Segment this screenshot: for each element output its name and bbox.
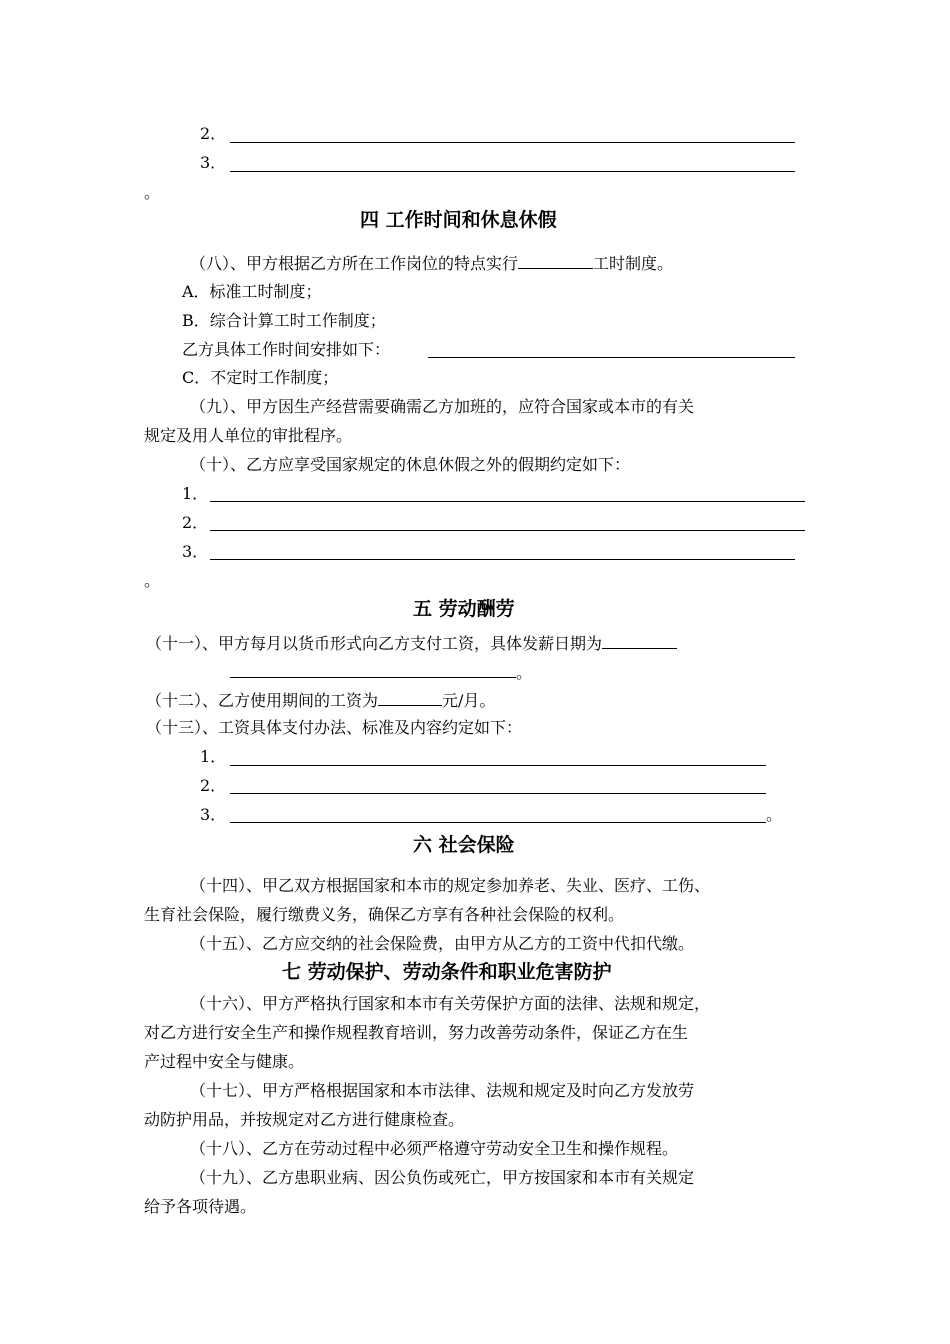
- fill-in-blank[interactable]: [230, 661, 516, 678]
- clause-11-text: （十一）、甲方每月以货币形式向乙方支付工资，具体发薪日期为: [146, 634, 603, 653]
- clause-8: [190, 252, 673, 274]
- clause-16-line-1: （十六）、甲方严格执行国家和本市有关劳保护方面的法律、法规和规定，: [190, 994, 711, 1013]
- list-item-number: 2．: [200, 124, 227, 143]
- clause-11: [146, 632, 677, 654]
- list-item-number: 2．: [182, 513, 209, 532]
- fill-in-blank[interactable]: [230, 171, 795, 172]
- fill-in-blank[interactable]: [230, 142, 795, 143]
- clause-12: [146, 689, 495, 711]
- clause-16-line-2: 对乙方进行安全生产和操作规程教育培训，努力改善劳动条件，保证乙方在生: [144, 1023, 689, 1042]
- period-mark: 。: [144, 183, 161, 202]
- fill-in-blank[interactable]: [378, 689, 442, 706]
- fill-in-blank[interactable]: [518, 252, 593, 269]
- section-4-heading: 四 工作时间和休息休假: [360, 209, 557, 231]
- fill-in-blank[interactable]: [428, 357, 795, 358]
- clause-8-text-end: 工时制度。: [593, 254, 674, 273]
- clause-18: （十八）、乙方在劳动过程中必须严格遵守劳动安全卫生和操作规程。: [190, 1139, 679, 1158]
- clause-10: （十）、乙方应享受国家规定的休息休假之外的假期约定如下：: [190, 455, 631, 474]
- clause-16-line-3: 产过程中安全与健康。: [144, 1052, 305, 1071]
- clause-19-line-2: 给予各项待遇。: [144, 1197, 257, 1216]
- period-mark: 。: [516, 663, 533, 682]
- fill-in-blank[interactable]: [210, 530, 805, 531]
- fill-in-blank[interactable]: [210, 501, 805, 502]
- fill-in-blank[interactable]: [230, 822, 766, 823]
- list-item-number: 1．: [182, 484, 209, 503]
- clause-11-continued: [230, 661, 532, 683]
- section-5-heading: 五 劳动酬劳: [413, 598, 515, 620]
- fill-in-blank[interactable]: [602, 632, 677, 649]
- clause-9-line-1: （九）、甲方因生产经营需要确需乙方加班的，应符合国家或本市的有关: [190, 397, 695, 416]
- clause-8-text: （八）、甲方根据乙方所在工作岗位的特点实行: [190, 254, 519, 273]
- option-b: B．综合计算工时工作制度；: [182, 311, 386, 330]
- fill-in-blank[interactable]: [210, 559, 795, 560]
- work-arrangement-label: 乙方具体工作时间安排如下：: [182, 340, 391, 359]
- clause-14-line-1: （十四）、甲乙双方根据国家和本市的规定参加养老、失业、医疗、工伤、: [190, 876, 711, 895]
- clause-12-unit: 元/月。: [442, 691, 496, 710]
- option-c: C．不定时工作制度；: [182, 368, 339, 387]
- clause-19-line-1: （十九）、乙方患职业病、因公负伤或死亡，甲方按国家和本市有关规定: [190, 1168, 695, 1187]
- clause-9-line-2: 规定及用人单位的审批程序。: [144, 426, 353, 445]
- clause-17-line-2: 动防护用品，并按规定对乙方进行健康检查。: [144, 1110, 465, 1129]
- section-6-heading: 六 社会保险: [413, 834, 515, 856]
- clause-14-line-2: 生育社会保险，履行缴费义务，确保乙方享有各种社会保险的权利。: [144, 905, 625, 924]
- period-mark: 。: [766, 805, 783, 824]
- fill-in-blank[interactable]: [230, 765, 766, 766]
- clause-15: （十五）、乙方应交纳的社会保险费，由甲方从乙方的工资中代扣代缴。: [190, 934, 695, 953]
- fill-in-blank[interactable]: [230, 793, 766, 794]
- list-item-number: 1．: [200, 747, 227, 766]
- section-7-heading: 七 劳动保护、劳动条件和职业危害防护: [282, 961, 612, 983]
- clause-12-text: （十二）、乙方使用期间的工资为: [146, 691, 379, 710]
- list-item-number: 3．: [182, 542, 209, 561]
- list-item-number: 2．: [200, 776, 227, 795]
- clause-13: （十三）、工资具体支付办法、标准及内容约定如下：: [146, 718, 523, 737]
- list-item-number: 3．: [200, 153, 227, 172]
- option-a: A．标准工时制度；: [182, 282, 322, 301]
- list-item-number: 3．: [200, 805, 227, 824]
- period-mark: 。: [144, 571, 161, 590]
- clause-17-line-1: （十七）、甲方严格根据国家和本市法律、法规和规定及时向乙方发放劳: [190, 1081, 695, 1100]
